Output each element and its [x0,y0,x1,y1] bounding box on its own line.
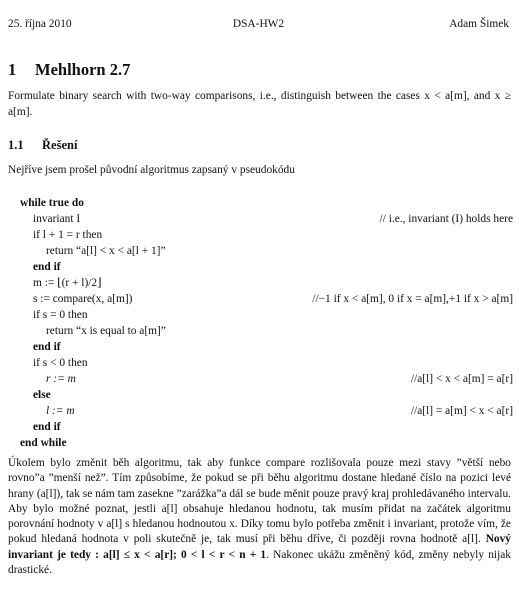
code-line: return “a[l] < x < a[l + 1]” [46,245,166,257]
code-comment: //a[l] = a[m] < x < a[r] [410,405,513,417]
code-line: else [33,389,51,401]
subsection-title: Řešení [42,138,78,152]
code-line: r := m //a[l] < x < a[m] = a[r] [0,371,519,387]
code-line: end while [20,437,67,449]
intro-paragraph: Formulate binary search with two-way comparisons, i.e., distinguish between the cases x < a[m], and x ≥ a[m]. [8,90,511,119]
code-line: while true do [20,197,84,209]
explanation-tail: . Nakonec ukážu změněný kód, změny nebyly nijak drastické. [8,548,511,576]
code-comment: // i.e., invariant (I) holds here [379,213,513,225]
header-course: DSA-HW2 [232,18,285,30]
code-line: l := m //a[l] = a[m] < x < a[r] [0,403,519,419]
code-comment: //−1 if x < a[m], 0 if x = a[m],+1 if x > a[m] [312,293,513,305]
subsection-number: 1.1 [8,138,24,152]
section-heading [8,58,130,81]
page-header [8,16,509,32]
header-date: 25. října 2010 [8,18,72,30]
explanation-paragraph [8,456,511,578]
code-line: end if [33,421,61,433]
code-line: s := compare(x, a[m]) //−1 if x < a[m], 0 if x = a[m],+1 if x > a[m] [0,291,519,307]
code-line: if s < 0 then [33,357,88,369]
explanation-text: Úkolem bylo změnit běh algoritmu, tak aby funkce compare rozlišovala pouze mezi stavy ”větší nebo rovno”a ”menší než”. Tím způsobíme, že pokud se při běhu algoritmu dostane hledané číslo na pozici levé hrany (a[l]), tak se nám tam zasekne ”zarážka”a dál se bude měnit pouze pravý kraj prohledávaného intervalu. Aby bylo možné poznat, jestli a[l] obsahuje hledanou hodnotu, tak musím přidat na začátek algoritmu porovnání hodnoty v a[l] s hledanou hodnoutou x. Díky tomu bylo potřeba změnit i invariant, protože vím, že pokud hledaná hodnota v poli skutečně je, tak musí při běhu dříve, či později rovna hodnotě a[l]. [8,457,511,546]
code-line: end if [33,341,61,353]
lead-sentence: Nejříve jsem prošel původní algoritmus zapsaný v pseudokódu [8,164,295,176]
code-line: if l + 1 = r then [33,229,103,241]
code-line: m := ⌊(r + l)/2⌋ [33,277,102,289]
new-invariant: Nový invariant je tedy : a[l] ≤ x < a[r]; 0 < l < r < n + 1 [8,533,511,561]
code-line: end if [33,261,61,273]
code-line: invariant I // i.e., invariant (I) holds here [0,211,519,227]
header-author: Adam Šimek [449,18,509,30]
subsection-heading [8,137,77,155]
section-title: Mehlhorn 2.7 [35,60,131,79]
code-line: return “x is equal to a[m]” [46,325,166,337]
section-number: 1 [8,60,17,79]
code-comment: //a[l] < x < a[m] = a[r] [410,373,513,385]
code-line: if s = 0 then [33,309,88,321]
